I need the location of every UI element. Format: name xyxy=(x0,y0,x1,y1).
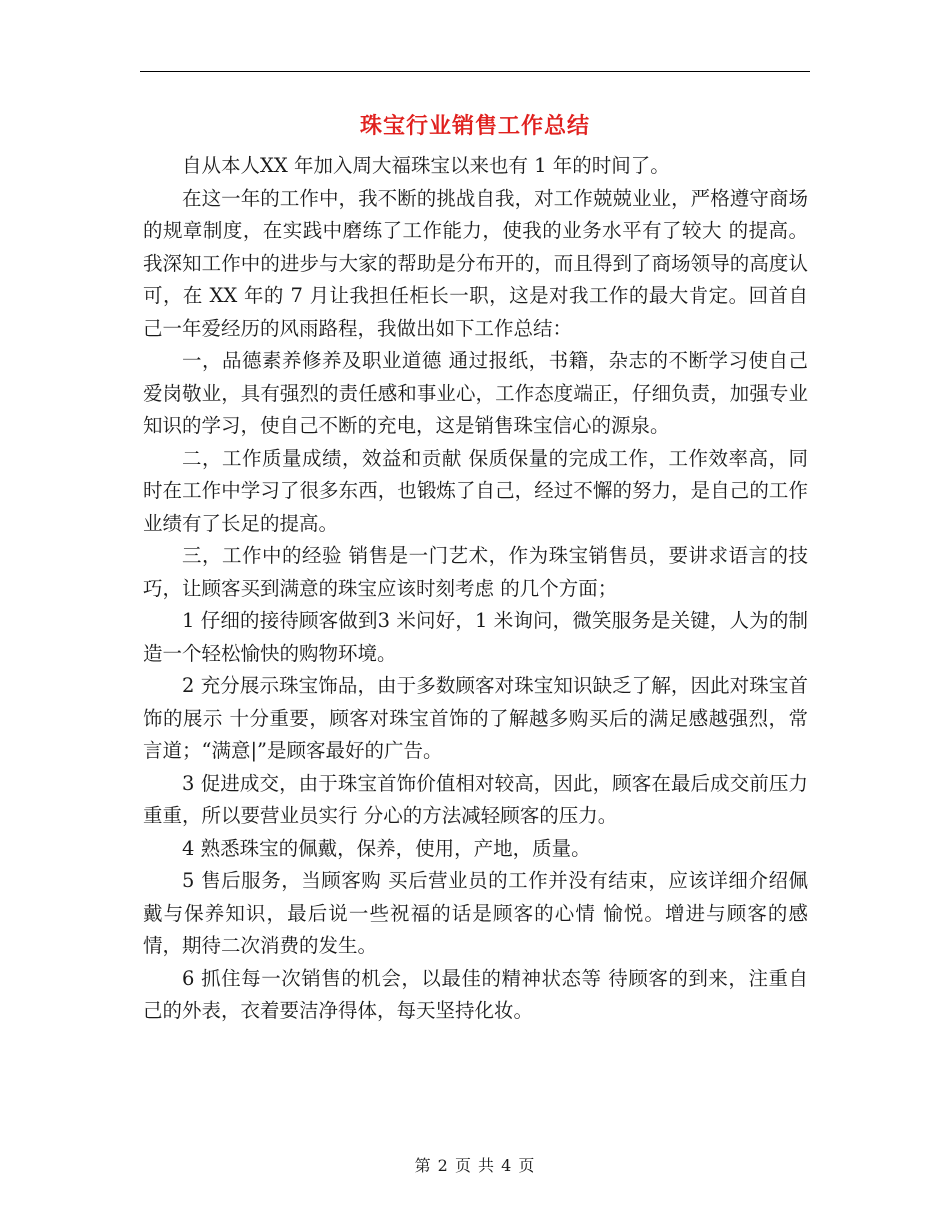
paragraph: 3 促进成交，由于珠宝首饰价值相对较高，因此，顾客在最后成交前压力重重，所以要营业员实行 分心的方法减轻顾客的压力。 xyxy=(143,771,808,827)
document-body xyxy=(143,150,808,1028)
page-number-footer: 第 2 页 共 4 页 xyxy=(414,1156,536,1175)
paragraph: 5 售后服务，当顾客购 买后营业员的工作并没有结束，应该详细介绍佩戴与保养知识，最后说一些祝福的话是顾客的心情 愉悦。增进与顾客的感情，期待二次消费的发生。 xyxy=(143,869,808,957)
paragraph: 6 抓住每一次销售的机会，以最佳的精神状态等 待顾客的到来，注重自己的外表，衣着要洁净得体，每天坚持化妆。 xyxy=(143,966,808,1022)
paragraph: 2 充分展示珠宝饰品，由于多数顾客对珠宝知识缺乏了解，因此对珠宝首饰的展示 十分重要，顾客对珠宝首饰的了解越多购买后的满足感越强烈，常言道；“满意|”是顾客最好的广告。 xyxy=(143,674,808,762)
paragraph: 1 仔细的接待顾客做到3 米问好，1 米询问，微笑服务是关键，人为的制造一个轻松愉快的购物环境。 xyxy=(143,609,808,665)
paragraph: 在这一年的工作中，我不断的挑战自我，对工作兢兢业业，严格遵守商场的规章制度，在实践中磨练了工作能力，使我的业务水平有了较大 的提高。我深知工作中的进步与大家的帮助是分布开的，而且得到了商场领导的高度认可，在 XX 年的 7 月让我担任柜长一职，这是对我工作的最大肯定。回首自己一年爱经历的风雨路程，我做出如下工作总结： xyxy=(143,186,808,340)
paragraph: 二，工作质量成绩，效益和贡献 保质保量的完成工作，工作效率高，同时在工作中学习了很多东西，也锻炼了自己，经过不懈的努力，是自己的工作业绩有了长足的提高。 xyxy=(143,446,808,535)
header-rule xyxy=(140,71,810,72)
paragraph: 一，品德素养修养及职业道德 通过报纸，书籍，杂志的不断学习使自己爱岗敬业，具有强烈的责任感和事业心，工作态度端正，仔细负责，加强专业知识的学习，使自己不断的充电，这是销售珠宝信心的源泉。 xyxy=(143,349,808,437)
paragraph: 自从本人XX 年加入周大福珠宝以来也有 1 年的时间了。 xyxy=(182,154,670,177)
paragraph: 三，工作中的经验 销售是一门艺术，作为珠宝销售员，要讲求语言的技巧，让顾客买到满意的珠宝应该时刻考虑 的几个方面； xyxy=(143,544,808,600)
paragraph: 4 熟悉珠宝的佩戴，保养，使用，产地，质量。 xyxy=(182,836,591,860)
document-title: 珠宝行业销售工作总结 xyxy=(359,113,590,139)
